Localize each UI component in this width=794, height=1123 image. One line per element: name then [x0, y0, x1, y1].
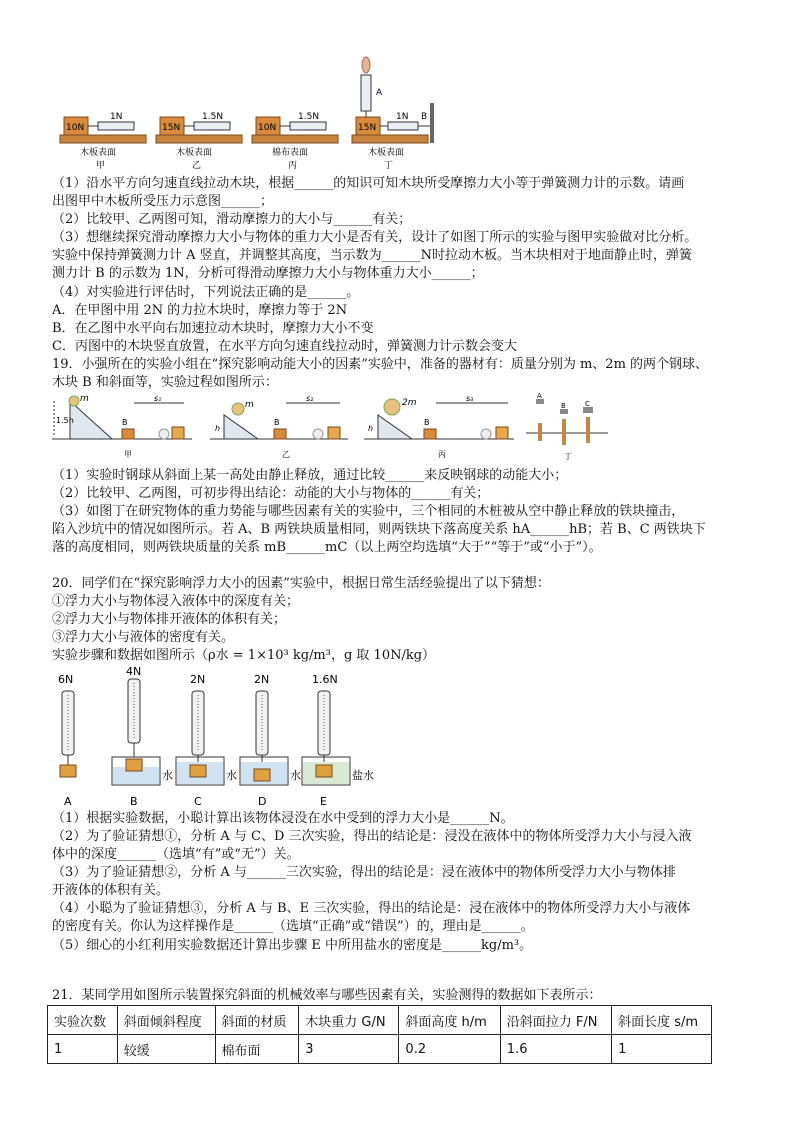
q18-option-c: C．丙图中的木块竖直放置，在水平方向匀速直线拉动时，弹簧测力计示数会变大 — [52, 339, 517, 354]
q18-figure — [52, 55, 452, 173]
liquid-label-b: 水 — [162, 769, 173, 782]
surface-yi: 木板表面 — [176, 148, 213, 158]
header-cell: 沿斜面拉力 F/N — [500, 1006, 611, 1035]
ball-jia — [69, 396, 79, 406]
q18-line: 出图甲中木板所受压力示意图______； — [52, 194, 274, 209]
block-b-bing — [424, 429, 436, 439]
meter-label-a: A — [376, 88, 383, 98]
q20-steps-intro: 实验步骤和数据如图所示（ρ水 = 1×10³ kg/m³，g 取 10N/kg） — [52, 648, 436, 663]
block-b-jia — [122, 429, 134, 439]
step-e: E — [320, 795, 327, 808]
wall — [430, 103, 434, 143]
q18-line: （3）想继续探究滑动摩擦力大小与物体的重力大小是否有关，设计了如图丁所示的实验与图甲实验做对比分析。 — [52, 230, 698, 245]
q20-line: 的密度有关。你认为这样操作是______（选填“正确”或“错误”）的，理由是______。 — [52, 919, 534, 934]
board-ding — [352, 135, 428, 143]
height-label: h — [368, 424, 374, 433]
q20-line: （5）细心的小红利用实验数据还计算出步骤 E 中所用盐水的密度是______kg/m³。 — [52, 938, 533, 953]
q20-intro: 20．同学们在“探究影响浮力大小的因素”实验中，根据日常生活经验提出了以下猜想： — [52, 576, 550, 591]
q19-intro: 木块 B 和斜面等，实验过程如图所示： — [52, 375, 278, 390]
block-label-ding: 15N — [358, 123, 377, 133]
spring-scale-icon — [60, 679, 350, 785]
ball-label: m — [245, 400, 254, 410]
block-label-bing: 10N — [258, 123, 277, 133]
ramp-bing — [378, 415, 412, 439]
distance-label: s₁ — [154, 394, 162, 403]
block-b-yi — [274, 429, 286, 439]
q20-line: （2）为了验证猜想①，分析 A 与 C、D 三次实验，得出的结论是：浸没在液体中的物体所受浮力大小与浸入液 — [52, 829, 692, 844]
surface-ding: 木板表面 — [368, 148, 405, 158]
fig-name: 甲 — [124, 450, 132, 459]
board-yi — [156, 135, 242, 143]
table-cell: 1 — [48, 1035, 118, 1064]
q21-intro: 21．某同学用如图所示装置探究斜面的机械效率与哪些因素有关，实验测得的数据如下表所示： — [52, 988, 602, 1003]
surface-jia: 木板表面 — [80, 148, 117, 158]
header-cell: 斜面高度 h/m — [399, 1006, 500, 1035]
peg-label: A — [537, 393, 542, 400]
surface-bing: 棉布表面 — [272, 148, 309, 158]
q18-line: （2）比较甲、乙两图可知，滑动摩擦力的大小与______有关； — [52, 212, 412, 227]
peg-label: C — [585, 400, 590, 408]
fig-name-ding: 丁 — [384, 161, 394, 171]
table-cell: 1.6 — [500, 1035, 611, 1064]
table-cell: 棉布面 — [215, 1035, 299, 1064]
liquid-label-d: 水 — [290, 769, 301, 782]
scale-reading-bing: 1.5N — [298, 112, 320, 122]
liquid-label-c: 水 — [226, 769, 237, 782]
q18-line: （1）沿水平方向匀速直线拉动木块，根据______的知识可知木块所受摩擦力大小等于弹簧测力计的示数。请画 — [52, 176, 685, 191]
q20-figure — [52, 667, 392, 809]
vertical-meter-a — [361, 75, 371, 111]
q18-line: 实验中保持弹簧测力计 A 竖直，并调整其高度，当示数为______N时拉动木板。当木块相对于地面静止时，弹簧 — [52, 248, 693, 263]
fig-name: 丁 — [564, 452, 572, 461]
ball-yi — [232, 403, 244, 415]
q18-line: （4）对实验进行评估时，下列说法正确的是______。 — [52, 285, 360, 300]
fig-name-jia: 甲 — [96, 161, 106, 171]
scale-reading-yi: 1.5N — [202, 112, 224, 122]
q18-line: 测力计 B 的示数为 1N，分析可得滑动摩擦力大小与物体重力大小______； — [52, 266, 484, 281]
height-label: h — [215, 424, 221, 433]
table-cell: 0.2 — [399, 1035, 500, 1064]
q18-option-b: B．在乙图中水平向右加速拉动木块时，摩擦力大小不变 — [52, 321, 374, 336]
q19-line: （2）比较甲、乙两图，可初步得出结论：动能的大小与物体的______有关； — [52, 486, 490, 501]
table-cell: 较缓 — [117, 1035, 215, 1064]
step-c: C — [194, 795, 202, 808]
board-bing — [252, 135, 338, 143]
q21-data-table — [47, 1005, 712, 1064]
q20-hypothesis: ③浮力大小与液体的密度有关。 — [52, 630, 235, 645]
q20-line: （4）小聪为了验证猜想③，分析 A 与 B、E 三次实验，得出的结论是：浸在液体中的物体所受浮力大小与液体 — [52, 901, 691, 916]
scale-reading-ding: 1N — [396, 112, 409, 122]
q19-line: 陷入沙坑中的情况如图所示。若 A、B 两铁块质量相同，则两铁块下落高度关系 hA______hB；若 B、C 两铁块下 — [52, 522, 706, 537]
q19-intro: 19．小强所在的实验小组在“探究影响动能大小的因素”实验中，准备的器材有：质量分别为 m、2m 的两个钢球、 — [52, 357, 709, 372]
header-cell: 实验次数 — [48, 1006, 118, 1035]
header-cell: 斜面倾斜程度 — [117, 1006, 215, 1035]
block-label: B — [274, 418, 280, 427]
ramp-yi — [224, 415, 258, 439]
ramp-jia — [70, 401, 112, 439]
q19-line: 落的高度相同，则两铁块质量的关系 mB______mC（以上两空均选填“大于”“等于”或“小于”）。 — [52, 540, 602, 555]
hand-icon — [362, 57, 370, 73]
fig-name-bing: 丙 — [288, 161, 298, 171]
board-jia — [60, 135, 146, 143]
q20-line: （3）为了验证猜想②，分析 A 与______三次实验，得出的结论是：浸在液体中的物体所受浮力大小与物体排 — [52, 865, 676, 880]
table-cell: 1 — [612, 1035, 712, 1064]
scale-reading-jia: 1N — [110, 112, 123, 122]
reading-a: 6N — [58, 673, 74, 686]
reading-d: 2N — [254, 673, 270, 686]
q20-hypothesis: ①浮力大小与物体浸入液体中的深度有关； — [52, 594, 300, 609]
block-label: B — [122, 418, 128, 427]
table-row — [48, 1035, 712, 1064]
block-label-jia: 10N — [66, 123, 85, 133]
reading-b: 4N — [126, 667, 142, 678]
header-cell: 斜面长度 s/m — [612, 1006, 712, 1035]
height-label: 1.5h — [56, 416, 74, 425]
block-label: B — [424, 418, 430, 427]
q18-option-a: A．在甲图中用 2N 的力拉木块时，摩擦力等于 2N — [52, 303, 348, 318]
q20-hypothesis: ②浮力大小与物体排开液体的体积有关； — [52, 612, 287, 627]
q20-line: 体中的深度______（选填“有”或“无”）关。 — [52, 847, 300, 862]
fig-name-yi: 乙 — [192, 161, 202, 171]
table-header-row — [48, 1006, 712, 1035]
distance-label: s₂ — [306, 394, 314, 403]
fig-name: 丙 — [438, 450, 446, 459]
header-cell: 木块重力 G/N — [299, 1006, 399, 1035]
header-cell: 斜面的材质 — [215, 1006, 299, 1035]
reading-c: 2N — [190, 673, 206, 686]
q19-line: （3）如图丁在研究物体的重力势能与哪些因素有关的实验中，三个相同的木桩被从空中静止释放的铁块撞击， — [52, 504, 685, 519]
block-label-yi: 15N — [162, 123, 181, 133]
q20-line: （1）根据实验数据，小聪计算出该物体浸没在水中受到的浮力大小是______N。 — [52, 811, 514, 826]
ball-label: m — [80, 394, 89, 404]
step-a: A — [64, 795, 72, 808]
q19-line: （1）实验时钢球从斜面上某一高处由静止释放，通过比较______来反映钢球的动能大小； — [52, 468, 568, 483]
q19-figure — [52, 393, 612, 465]
ball-label: 2m — [402, 398, 417, 408]
table-cell: 3 — [299, 1035, 399, 1064]
peg-label: B — [561, 402, 566, 410]
reading-e: 1.6N — [312, 673, 338, 686]
step-d: D — [258, 795, 267, 808]
fig-name: 乙 — [282, 450, 290, 459]
ball-bing — [384, 399, 400, 415]
step-b: B — [130, 795, 138, 808]
q20-line: 开液体的体积有关。 — [52, 883, 170, 898]
liquid-label-e: 盐水 — [352, 769, 374, 782]
distance-label: s₃ — [466, 394, 474, 403]
meter-label-b: B — [421, 112, 428, 122]
